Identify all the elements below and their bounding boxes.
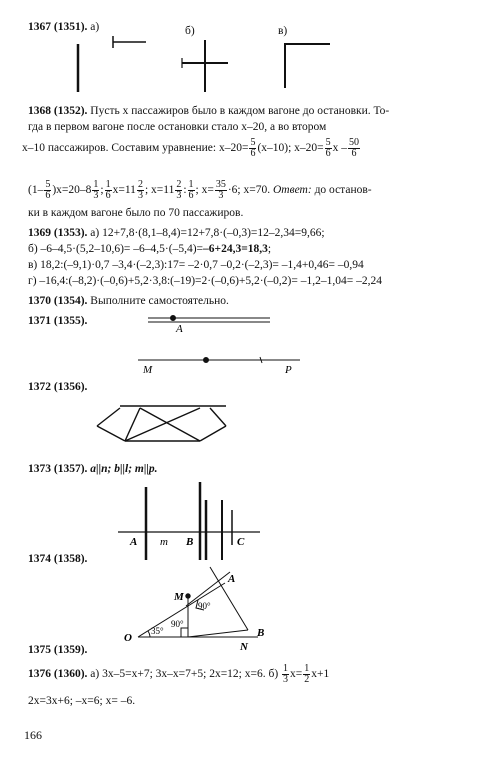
numerator: 50 <box>349 137 360 148</box>
problem-1371-number: 1371 (1355). <box>28 315 88 327</box>
text: x=11 <box>112 184 136 197</box>
denominator: 2 <box>304 674 310 685</box>
denominator: 6 <box>105 190 111 201</box>
text: (1– <box>28 184 44 197</box>
label-A: A <box>130 536 138 548</box>
figure-1373 <box>118 482 260 560</box>
denominator: 6 <box>45 190 51 201</box>
denominator: 3 <box>218 190 224 201</box>
label-A: A <box>176 323 183 335</box>
page-number: 166 <box>24 728 42 742</box>
numerator: 1 <box>304 663 310 674</box>
label-B: B <box>257 627 265 639</box>
text: ; x= <box>195 184 214 197</box>
problem-number: 1373 (1357). <box>28 463 88 475</box>
problem-number: 1367 (1351). <box>28 21 88 33</box>
text: : <box>183 184 187 197</box>
label-A: A <box>228 573 236 585</box>
problem-1368-line-5: ки в каждом вагоне было по 70 пассажиров. <box>28 207 244 219</box>
denominator: 3 <box>176 190 182 201</box>
text: a||n; b||l; m||p. <box>90 463 158 475</box>
denominator: 6 <box>325 148 331 159</box>
text: (x–10); x–20= <box>257 142 324 155</box>
text: б) –6–4,5·(5,2–10,6)= –6–4,5·(–5,4)= <box>28 243 204 255</box>
label-C: C <box>237 536 245 548</box>
text: а) 3x–5=x+7; 3x–x=7+5; 2x=12; x=6. б) <box>90 668 279 681</box>
numerator: 5 <box>325 137 331 148</box>
label-b: б) <box>185 25 195 37</box>
text: а) 12+7,8·(8,1–8,4)=12+7,8·(–0,3)=12–2,34=9,66; <box>90 227 325 239</box>
text: )x=20–8 <box>52 184 92 197</box>
problem-number: 1368 (1352). <box>28 105 88 117</box>
label-c: в) <box>278 25 288 37</box>
denominator: 3 <box>137 190 143 201</box>
numerator: 1 <box>188 179 194 190</box>
problem-number: 1369 (1353). <box>28 227 88 239</box>
answer-label: Ответ: <box>272 184 312 197</box>
figure-1372 <box>97 406 226 441</box>
numerator: 1 <box>105 179 111 190</box>
text: x+1 <box>311 668 330 681</box>
problem-1369-line-c: в) 18,2:(–9,1)·0,7 –3,4·(–2,3):17= –2·0,7 –0,2·(–2,3)= –1,4+0,46= –0,94 <box>28 259 364 271</box>
text: x – <box>332 142 348 155</box>
numerator: 1 <box>93 179 99 190</box>
denominator: 3 <box>283 674 289 685</box>
text: ; x=11 <box>144 184 175 197</box>
problem-1368-line-2: гда в первом вагоне после остановки стало x–20, а во втором <box>28 121 327 133</box>
bold-result: –6+24,3=18,3 <box>203 243 268 255</box>
numerator: 2 <box>137 179 143 190</box>
problem-1374-number: 1374 (1358). <box>28 553 88 565</box>
problem-number: 1376 (1360). <box>28 668 88 681</box>
text: ; <box>267 243 272 255</box>
text: ·6; x=70. <box>227 184 271 197</box>
figure-1371 <box>138 316 300 364</box>
problem-number: 1370 (1354). <box>28 295 88 307</box>
denominator: 3 <box>93 190 99 201</box>
problem-1369-line-d: г) –16,4:(–8,2)·(–0,6)+5,2·3,8:(–19)=2·(–0,6)+5,2·(–0,2)= –1,2–1,04= –2,24 <box>28 275 382 287</box>
angle-90-top: 90° <box>198 601 211 611</box>
numerator: 5 <box>45 179 51 190</box>
text: x–10 пассажиров. Составим уравнение: x–20= <box>22 142 249 155</box>
angle-90-bottom: 90° <box>171 619 184 629</box>
label-B: B <box>186 536 194 548</box>
figure-1367-c <box>285 44 330 88</box>
figure-1367-b <box>182 40 228 92</box>
text: Пусть x пассажиров было в каждом вагоне до остановки. То- <box>90 105 390 117</box>
numerator: 35 <box>215 179 226 190</box>
label-M: M <box>143 364 153 376</box>
numerator: 1 <box>283 663 289 674</box>
denominator: 6 <box>351 148 357 159</box>
denominator: 6 <box>188 190 194 201</box>
label-m: m <box>160 536 168 548</box>
angle-35: 35° <box>151 626 164 636</box>
problem-1375-number: 1375 (1359). <box>28 644 88 656</box>
numerator: 5 <box>250 137 256 148</box>
label-a: а) <box>90 21 100 33</box>
text: x= <box>290 668 303 681</box>
figure-1367-a <box>78 36 146 92</box>
label-M: M <box>174 591 184 603</box>
problem-1372-number: 1372 (1356). <box>28 381 88 393</box>
text: до останов- <box>314 184 372 197</box>
label-P: P <box>285 364 292 376</box>
text: Выполните самостоятельно. <box>90 295 229 307</box>
denominator: 6 <box>250 148 256 159</box>
label-O: O <box>124 632 132 644</box>
problem-1376-line-2: 2x=3x+6; –x=6; x= –6. <box>28 695 136 707</box>
text: ; <box>100 184 104 197</box>
label-N: N <box>240 641 248 653</box>
numerator: 2 <box>176 179 182 190</box>
